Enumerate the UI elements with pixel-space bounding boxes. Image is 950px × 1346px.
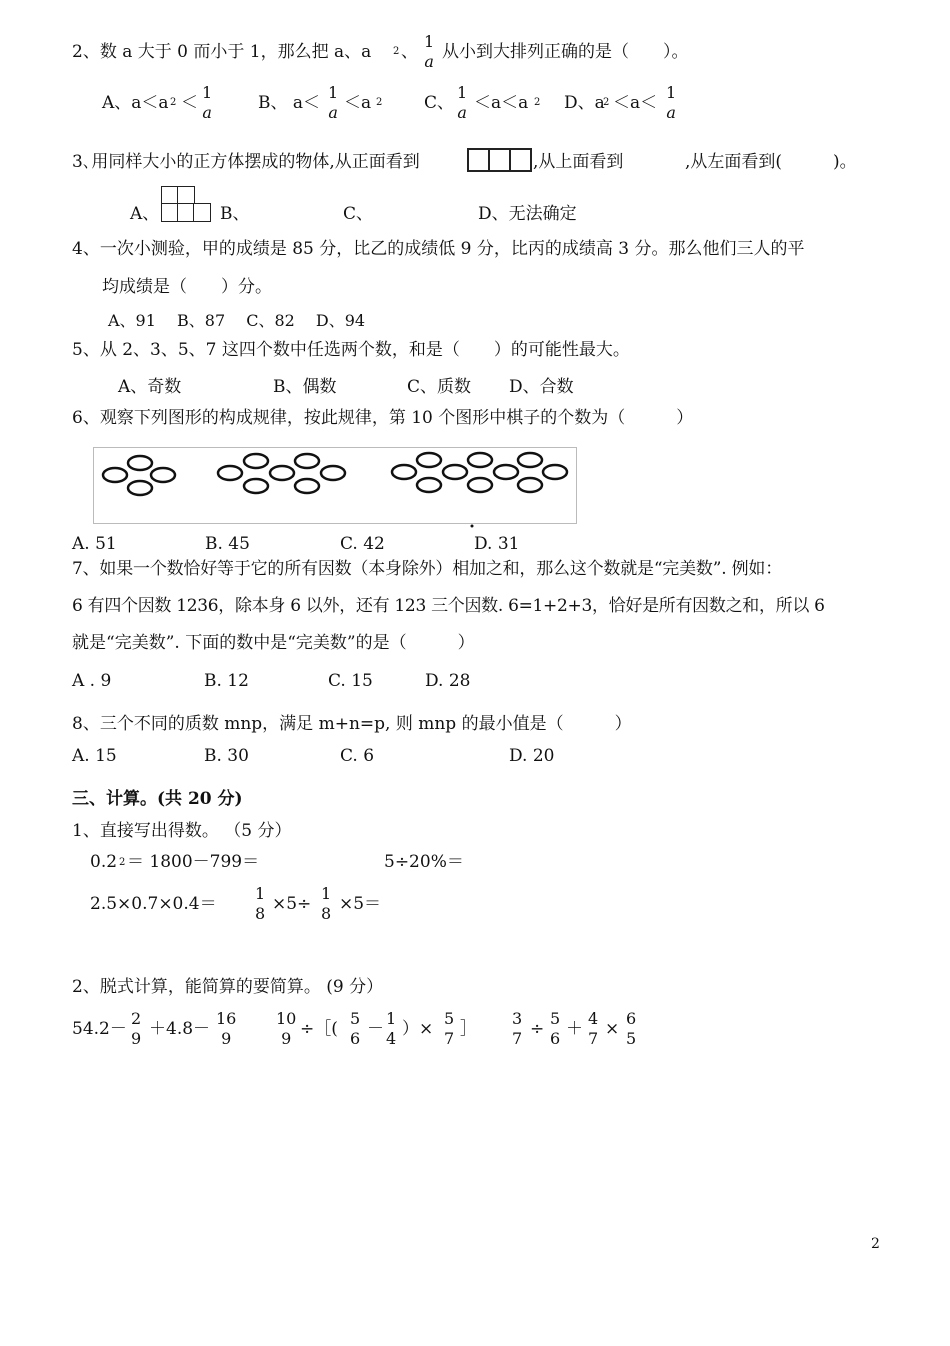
q2-sup: 2: [603, 97, 610, 108]
q2-option-d-post: ＜a＜: [613, 93, 658, 113]
q2-stem-b: 、: [401, 42, 418, 62]
q2-option-c-post: ＜a＜a: [474, 93, 529, 113]
q5-option-d: D、合数: [509, 377, 574, 397]
calc-5-div-20pct: 5÷20%＝: [384, 852, 464, 872]
frac-den: 6: [350, 1029, 361, 1048]
chess-piece: [244, 479, 268, 493]
chess-piece: [270, 466, 294, 480]
calc-frac-2: [321, 886, 331, 922]
q2-sup: 2: [376, 97, 383, 108]
frac-num: 1: [255, 884, 266, 903]
chess-piece: [295, 479, 319, 493]
expr-part: 54.2－: [72, 1019, 127, 1039]
calc-1800-minus-799: ＝ 1800－799＝: [127, 852, 260, 872]
chess-piece: [128, 481, 152, 495]
calc-mid: ×5÷: [272, 894, 312, 914]
section-3-sub-2: 2、脱式计算，能简算的要简算。 (9 分）: [72, 977, 384, 997]
frac-num: 2: [131, 1009, 142, 1028]
q8-stem: 8、三个不同的质数 mnp，满足 m+n=p, 则 mnp 的最小值是（ ）: [72, 714, 632, 734]
frac-num: 5: [550, 1009, 561, 1028]
frac-num: 10: [276, 1009, 297, 1028]
page-number: 2: [871, 1236, 880, 1252]
q3-stem-b: ,从上面看到: [533, 152, 624, 172]
expr-part: －: [367, 1019, 384, 1039]
q7-option-a: A . 9: [72, 671, 112, 691]
chess-piece: [494, 465, 518, 479]
q5-option-c: C、质数: [407, 377, 472, 397]
q7-line-1: 7、如果一个数恰好等于它的所有因数（本身除外）相加之和，那么这个数就是“完美数”. 例如：: [72, 559, 783, 579]
frac-den: 9: [221, 1029, 232, 1048]
q3-option-a: A、: [130, 204, 160, 224]
q8-option-d: D. 20: [509, 746, 555, 766]
q8-option-a: A. 15: [72, 746, 117, 766]
q7-option-d: D. 28: [425, 671, 471, 691]
frac-num: 1: [666, 83, 677, 102]
frac-den: 5: [626, 1029, 637, 1048]
frac-den: 8: [321, 904, 332, 923]
q6-option-b: B. 45: [205, 534, 250, 554]
expr-frac: [386, 1011, 396, 1047]
chess-piece: [218, 466, 242, 480]
q2-option-a: A、a＜a: [102, 93, 169, 113]
expr-part: ＋: [566, 1019, 583, 1039]
chess-piece: [151, 468, 175, 482]
expr-frac: [131, 1011, 141, 1047]
q7-line-2: 6 有四个因数 1236，除本身 6 以外，还有 123 三个因数. 6=1+2+3，恰好是所有因数之和，所以 6: [72, 596, 825, 616]
q8-option-c: C. 6: [340, 746, 375, 766]
q2-option-c: C、: [424, 93, 455, 113]
chess-piece: [468, 453, 492, 467]
q2-frac-den: a: [424, 52, 434, 71]
chess-piece: [543, 465, 567, 479]
q8-option-b: B. 30: [204, 746, 249, 766]
q3-stem-a: 3､用同样大小的正方体摆成的物体,从正面看到: [72, 152, 420, 172]
q3-option-b: B、: [220, 204, 250, 224]
chess-piece: [244, 454, 268, 468]
q7-option-b: B. 12: [204, 671, 249, 691]
q2-sup: 2: [170, 97, 177, 108]
calc-end: ×5＝: [339, 894, 382, 914]
q4-line-1: 4、一次小测验，甲的成绩是 85 分，比乙的成绩低 9 分，比丙的成绩高 3 分。那么他们三人的平: [72, 239, 805, 259]
frac-den: 6: [550, 1029, 561, 1048]
frac-den: a: [457, 103, 467, 122]
q6-option-c: C. 42: [340, 534, 385, 554]
chess-piece: [392, 465, 416, 479]
q2-sup: 2: [393, 46, 400, 57]
calc-0-2-squared: 0.2: [90, 852, 118, 872]
q2-frac-num: 1: [424, 32, 435, 51]
frac-den: a: [328, 103, 338, 122]
calc-sup: 2: [119, 857, 126, 868]
chess-piece: [417, 453, 441, 467]
q5-option-b: B、偶数: [273, 377, 337, 397]
frac-num: 4: [588, 1009, 599, 1028]
expr-frac: [588, 1011, 598, 1047]
chess-piece: [518, 478, 542, 492]
frac-den: 9: [131, 1029, 142, 1048]
expr-frac: [626, 1011, 636, 1047]
frac-den: 7: [588, 1029, 599, 1048]
chess-piece: [321, 466, 345, 480]
chess-piece: [468, 478, 492, 492]
q2-stem-a: 2、数 a 大于 0 而小于 1，那么把 a、a: [72, 42, 372, 62]
section-3-sub-1: 1、直接写出得数。 （5 分）: [72, 821, 292, 841]
q6-option-a: A. 51: [72, 534, 117, 554]
frac-num: 5: [350, 1009, 361, 1028]
frac-den: 8: [255, 904, 266, 923]
frac-num: 1: [328, 83, 339, 102]
expr-part: ÷［(: [300, 1019, 338, 1039]
q6-pattern-svg: [0, 0, 950, 600]
expr-part: ×: [605, 1019, 620, 1039]
expr-frac: [512, 1011, 522, 1047]
frac-den: 9: [281, 1029, 292, 1048]
expr-frac: [550, 1011, 560, 1047]
q3-option-c: C、: [343, 204, 374, 224]
calc-2-5-product: 2.5×0.7×0.4＝: [90, 894, 217, 914]
calc-frac-1: [255, 886, 265, 922]
frac-num: 6: [626, 1009, 637, 1028]
q2-option-b-post: ＜a: [344, 93, 372, 113]
q3-option-d: D、无法确定: [478, 204, 577, 224]
q5-option-a: A、奇数: [118, 377, 182, 397]
chess-piece: [518, 453, 542, 467]
expr-part: ］: [460, 1019, 477, 1039]
expr-frac: [276, 1011, 296, 1047]
q2-stem-c: 从小到大排列正确的是（ ）。: [442, 42, 689, 62]
frac-num: 1: [386, 1009, 397, 1028]
expr-frac: [350, 1011, 360, 1047]
frac-den: 4: [386, 1029, 397, 1048]
expr-part: ＋4.8－: [149, 1019, 211, 1039]
q7-option-c: C. 15: [328, 671, 373, 691]
q5-stem: 5、从 2、3、5、7 这四个数中任选两个数，和是（ ）的可能性最大。: [72, 340, 630, 360]
chess-piece: [443, 465, 467, 479]
q2-option-a-mid: ＜: [181, 93, 198, 113]
frac-den: a: [666, 103, 676, 122]
q2-option-b: B、 a＜: [258, 93, 321, 113]
expr-frac: [216, 1011, 236, 1047]
q4-options: A、91 B、87 C、82 D、94: [108, 311, 366, 330]
frac-den: 7: [444, 1029, 455, 1048]
frac-num: 1: [321, 884, 332, 903]
chess-piece: [295, 454, 319, 468]
q3-stem-c: ,从左面看到( )。: [685, 152, 857, 172]
expr-frac: [444, 1011, 454, 1047]
q2-option-d: D、a: [564, 93, 605, 113]
q7-line-3: 就是“完美数”. 下面的数中是“完美数”的是（ ）: [72, 633, 475, 653]
frac-num: 1: [457, 83, 468, 102]
frac-num: 1: [202, 83, 213, 102]
q6-option-d: D. 31: [474, 534, 520, 554]
frac-num: 5: [444, 1009, 455, 1028]
q4-line-2: 均成绩是（ ）分。: [102, 277, 272, 297]
expr-part: ÷: [530, 1019, 545, 1039]
frac-num: 3: [512, 1009, 523, 1028]
stray-dot: [471, 525, 474, 528]
section-3-heading: 三、计算。(共 20 分): [72, 789, 243, 809]
chess-piece: [417, 478, 441, 492]
expr-part: ）×: [402, 1019, 434, 1039]
q2-sup: 2: [534, 97, 541, 108]
frac-den: a: [202, 103, 212, 122]
frac-den: 7: [512, 1029, 523, 1048]
frac-num: 16: [216, 1009, 237, 1028]
q6-stem: 6、观察下列图形的构成规律，按此规律，第 10 个图形中棋子的个数为（ ）: [72, 408, 694, 428]
chess-piece: [103, 468, 127, 482]
chess-piece: [128, 456, 152, 470]
